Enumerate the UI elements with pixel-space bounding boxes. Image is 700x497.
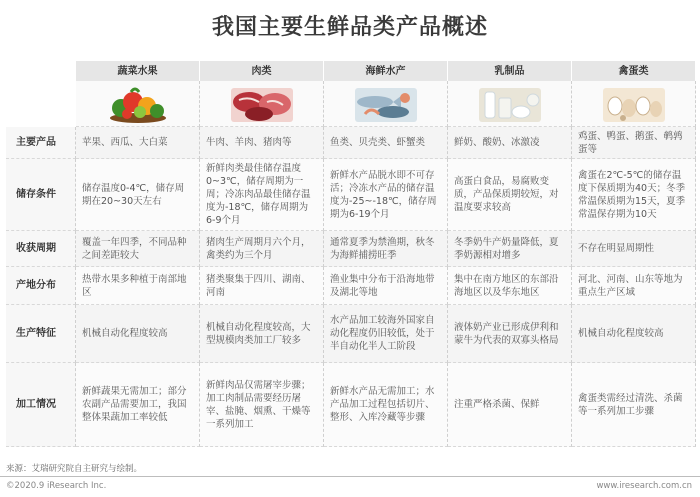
row-header: 生产特征 [6,305,76,363]
table-cell: 渔业集中分布于沿海地带及湖北等地 [324,267,448,305]
table-cell: 不存在明显周期性 [572,231,696,267]
table-cell: 苹果、西瓜、大白菜 [76,127,200,159]
row-header: 主要产品 [6,127,76,159]
table-cell: 机械自动化程度较高，大型规模肉类加工厂较多 [200,305,324,363]
table-cell: 河北、河南、山东等地为重点生产区域 [572,267,696,305]
row-header: 加工情况 [6,363,76,447]
table-cell: 禽蛋在2℃-5℃的储存温度下保质期为40天；冬季常温保质期为15天，夏季常温保存期为10天 [572,159,696,231]
page-title: 我国主要生鲜品类产品概述 [211,15,488,40]
row-header: 收获周期 [6,231,76,267]
table-cell: 鸡蛋、鸭蛋、鹅蛋、鹌鹑蛋等 [572,127,696,159]
column-header: 乳制品 [448,61,572,81]
table-cell: 猪肉生产周期月六个月，禽类约为三个月 [200,231,324,267]
column-header: 蔬菜水果 [76,61,200,81]
table-cell: 牛肉、羊肉、猪肉等 [200,127,324,159]
seafood-image [324,81,448,127]
table-cell: 鱼类、贝壳类、虾蟹类 [324,127,448,159]
table-cell: 高蛋白食品，易腐败变质，产品保质期较短，对温度要求较高 [448,159,572,231]
table-cell: 热带水果多种植于南部地区 [76,267,200,305]
meat-image [200,81,324,127]
row-header: 产地分布 [6,267,76,305]
table-cell: 注重严格杀菌、保鲜 [448,363,572,447]
source-note: 来源：艾瑞研究院自主研究与绘制。 [6,464,143,474]
table-cell: 新鲜水产品无需加工；水产品加工过程包括切片、整形、入库冷藏等步骤 [324,363,448,447]
table-cell: 液体奶产业已形成伊利和蒙牛为代表的双寡头格局 [448,305,572,363]
image-row-blank [6,81,76,127]
table-cell: 机械自动化程度较高 [572,305,696,363]
table-cell: 通常夏季为禁渔期，秋冬为海鲜捕捞旺季 [324,231,448,267]
table-cell: 新鲜蔬果无需加工；部分农副产品需要加工，我国整体果蔬加工率较低 [76,363,200,447]
table-corner [6,61,76,81]
table-cell: 新鲜肉类最佳储存温度0~3℃，储存周期为一周；冷冻肉品最佳储存温度为-18℃，储存周期为6-9个月 [200,159,324,231]
table-cell: 水产品加工较海外国家自动化程度仍旧较低，处于半自动化半人工阶段 [324,305,448,363]
table-cell: 储存温度0-4℃，储存周期在20~30天左右 [76,159,200,231]
eggs-image [572,81,696,127]
dairy-image [448,81,572,127]
table-cell: 鲜奶、酸奶、冰激凌 [448,127,572,159]
website-link[interactable]: www.iresearch.com.cn [596,481,692,491]
column-header: 禽蛋类 [572,61,696,81]
table-cell: 猪类聚集于四川、湖南、河南 [200,267,324,305]
table-cell: 新鲜水产品脱水即不可存活；冷冻水产品的储存温度为-25~-18℃，储存周期为6-19个月 [324,159,448,231]
product-table [6,61,696,447]
copyright-text: ©2020.9 iResearch Inc. [6,481,107,491]
table-cell: 禽蛋类需经过清洗、杀菌等一系列加工步骤 [572,363,696,447]
column-header: 海鲜水产 [324,61,448,81]
table-cell: 机械自动化程度较高 [76,305,200,363]
table-cell: 冬季奶牛产奶量降低，夏季奶源相对增多 [448,231,572,267]
table-cell: 集中在南方地区的东部沿海地区以及华东地区 [448,267,572,305]
column-header: 肉类 [200,61,324,81]
row-header: 储存条件 [6,159,76,231]
footer-divider [0,476,700,477]
table-cell: 新鲜肉品仅需屠宰步骤；加工肉制品需要经历屠宰、盐腌、烟熏、干燥等一系列加工 [200,363,324,447]
vegetables-fruits-image [76,81,200,127]
table-cell: 覆盖一年四季，不同品种之间差距较大 [76,231,200,267]
